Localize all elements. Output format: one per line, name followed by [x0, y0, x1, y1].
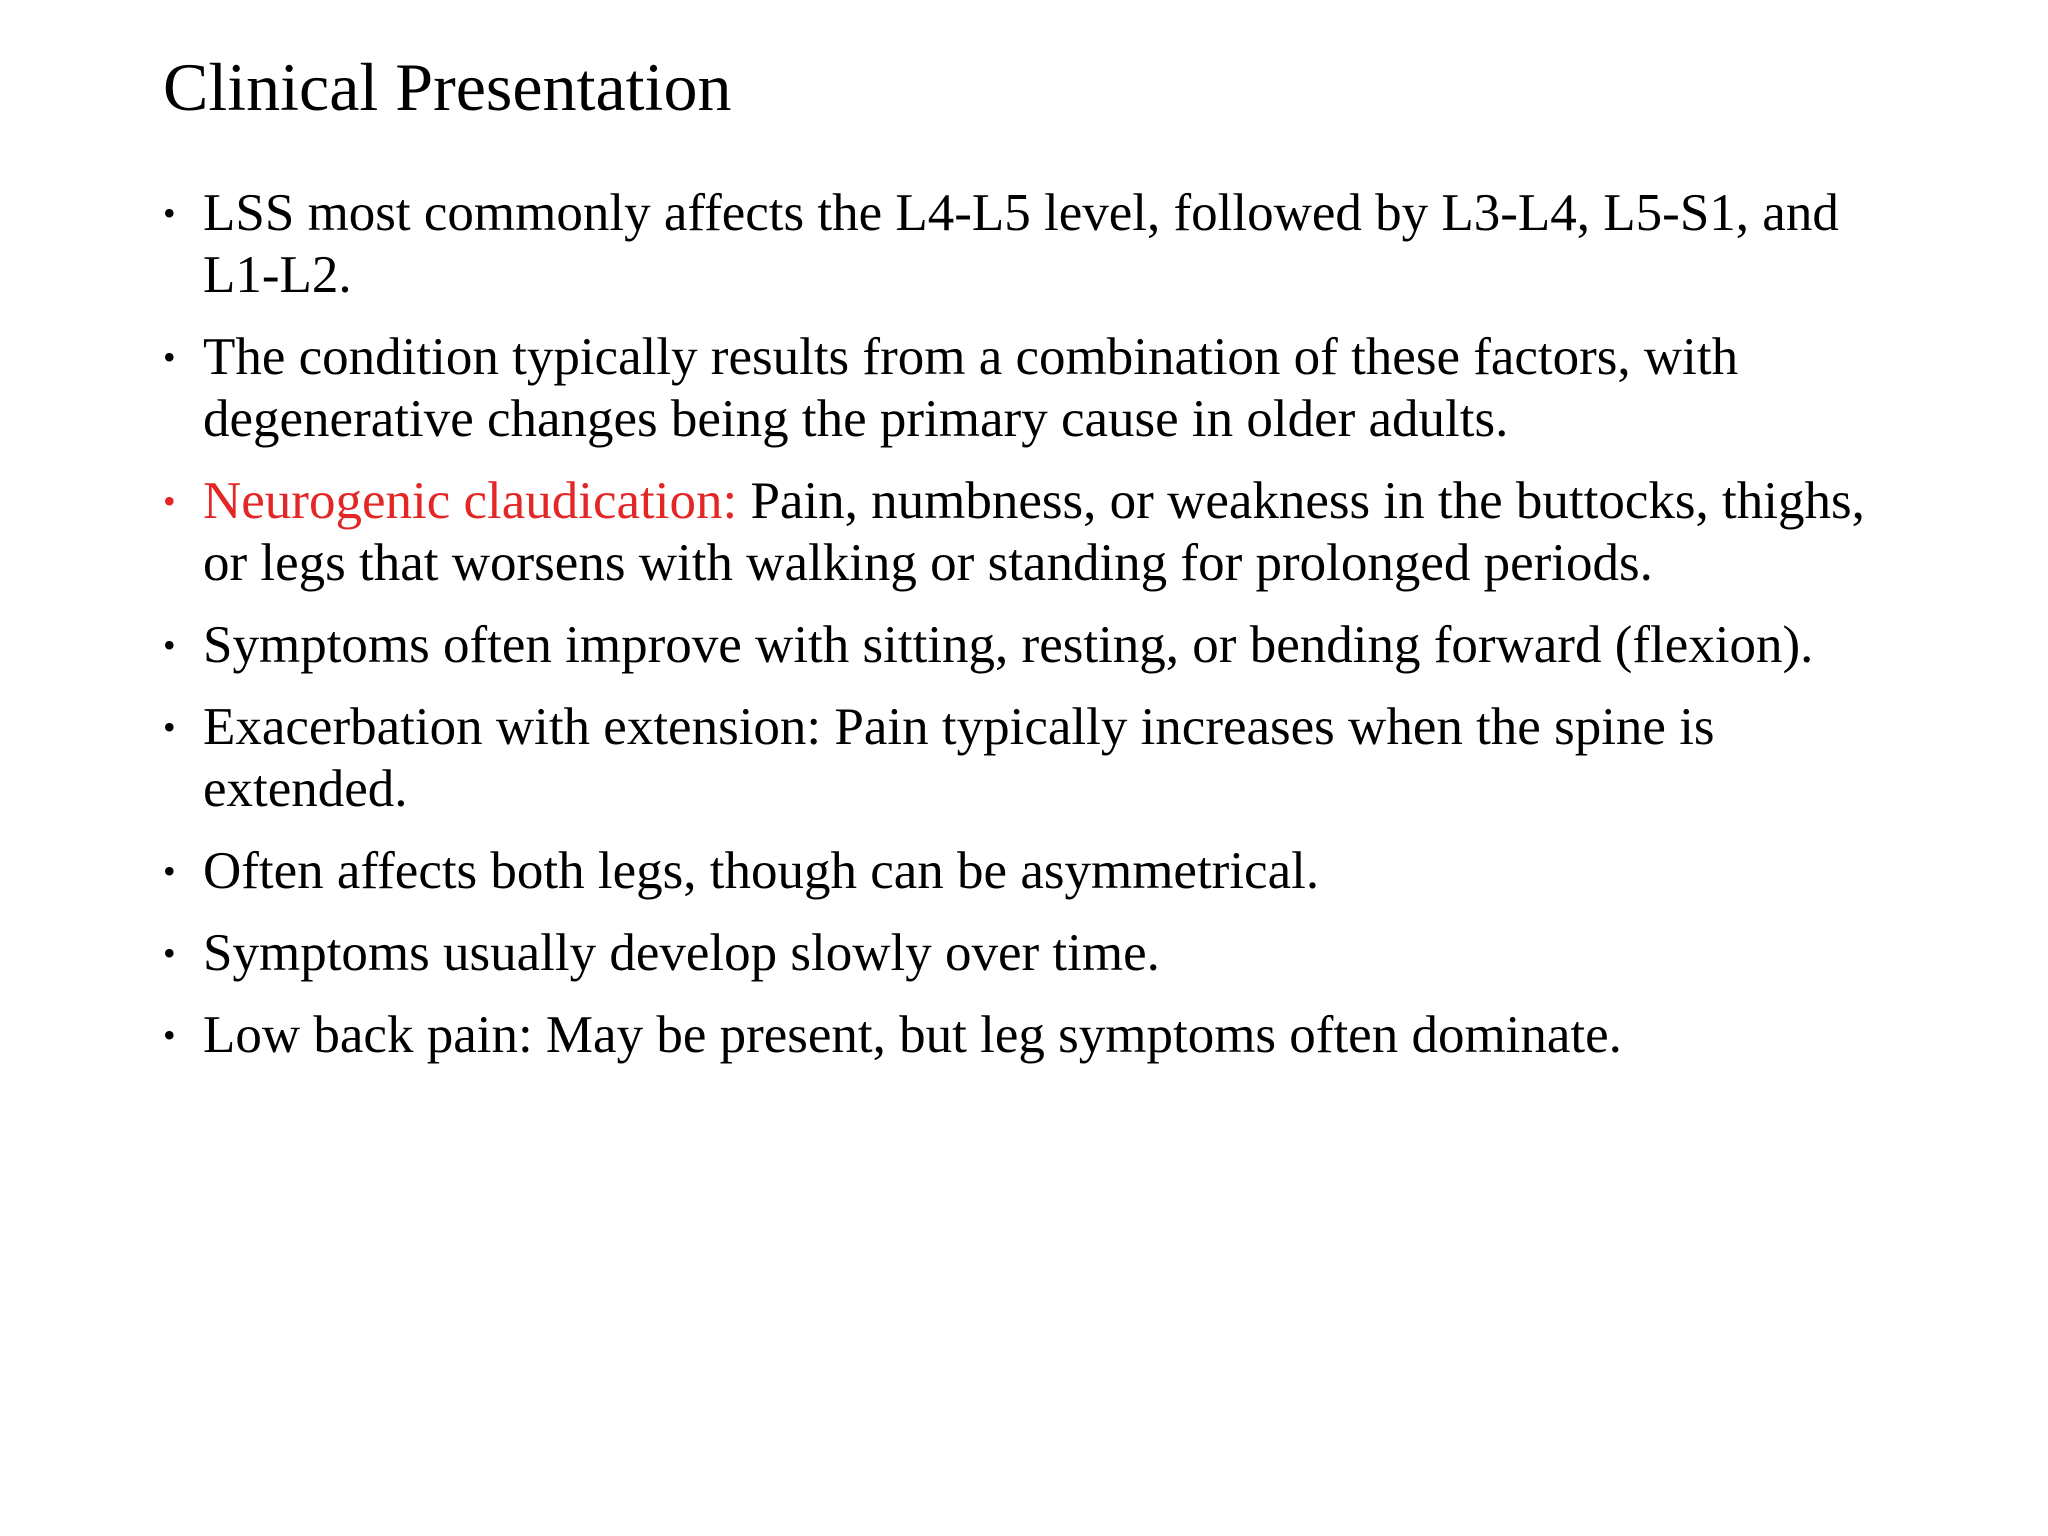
bullet-dot-icon: • [163, 1015, 176, 1055]
bullet-lead-term: Neurogenic claudication: [203, 472, 738, 530]
bullet-item [163, 696, 1903, 820]
bullet-text: The condition typically results from a combination of these factors, with degenerative changes being the primary cause in older adults. [203, 328, 1739, 448]
bullet-dot-icon: • [163, 193, 176, 233]
bullet-item [163, 922, 1903, 984]
bullet-item-highlighted [163, 470, 1903, 594]
bullet-item [163, 182, 1903, 306]
bullet-text: Often affects both legs, though can be asymmetrical. [203, 842, 1320, 900]
bullet-dot-icon: • [163, 481, 176, 521]
bullet-text: Symptoms often improve with sitting, resting, or bending forward (flexion). [203, 616, 1814, 674]
bullet-dot-icon: • [163, 851, 176, 891]
bullet-item [163, 840, 1903, 902]
bullet-dot-icon: • [163, 933, 176, 973]
bullet-text: Pain, numbness, or weakness in the buttocks, thighs, or legs that worsens with walking or standing for prolonged periods. [203, 472, 1865, 592]
bullet-item [163, 1004, 1903, 1066]
slide-title: Clinical Presentation [163, 49, 732, 125]
bullet-item [163, 326, 1903, 450]
bullet-dot-icon: • [163, 337, 176, 377]
bullet-text: LSS most commonly affects the L4-L5 level, followed by L3-L4, L5-S1, and L1-L2. [203, 184, 1839, 304]
bullet-text: Symptoms usually develop slowly over time. [203, 924, 1160, 982]
bullet-item [163, 614, 1903, 676]
bullet-list [163, 182, 1903, 1086]
bullet-text: Exacerbation with extension: Pain typically increases when the spine is extended. [203, 698, 1715, 818]
bullet-text: Low back pain: May be present, but leg symptoms often dominate. [203, 1006, 1622, 1064]
bullet-dot-icon: • [163, 625, 176, 665]
bullet-dot-icon: • [163, 707, 176, 747]
